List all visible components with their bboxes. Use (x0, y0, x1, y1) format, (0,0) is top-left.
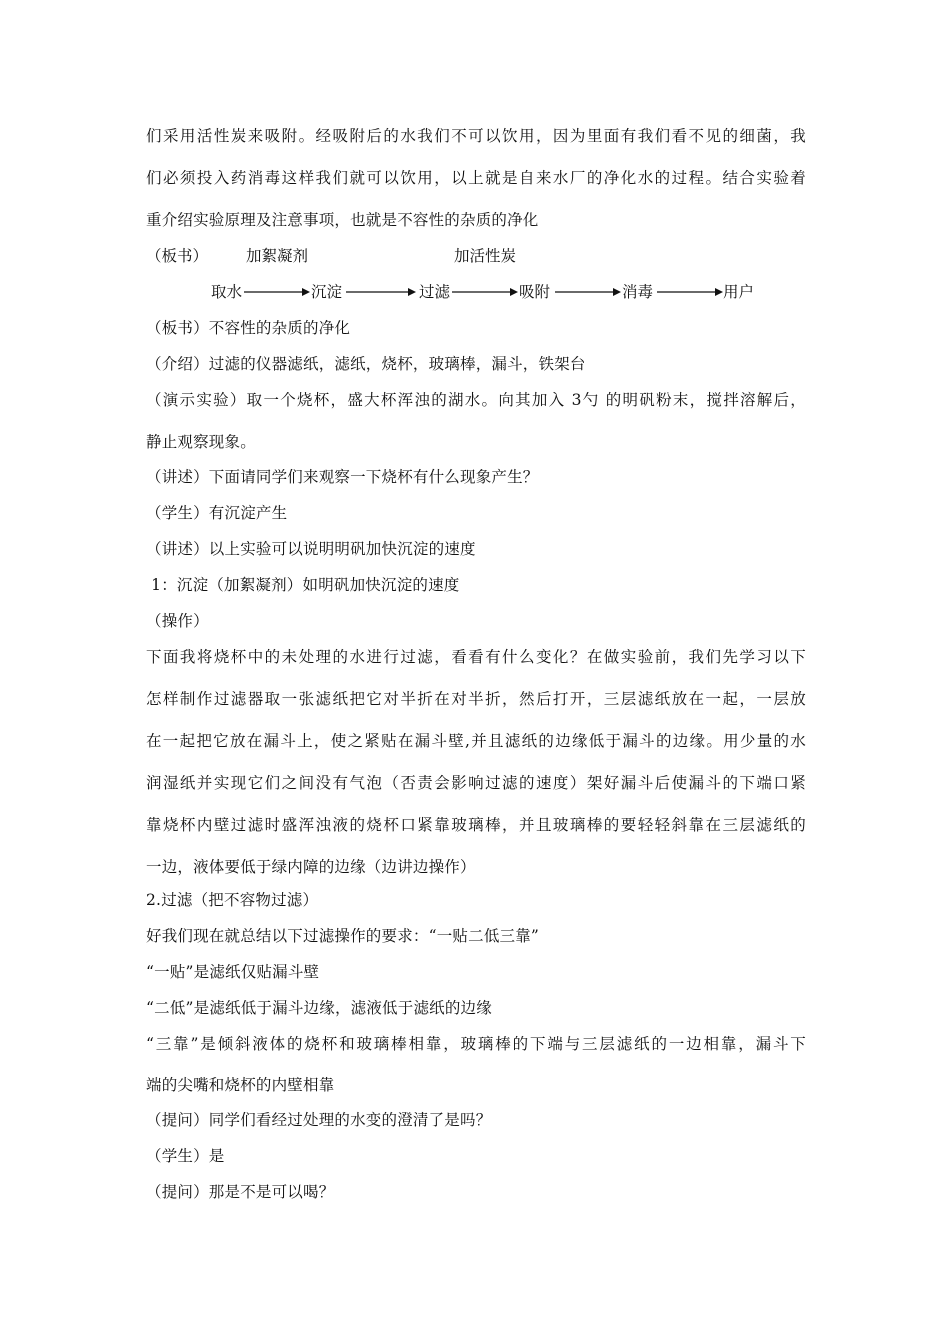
flow-arrow (244, 282, 310, 302)
board-label: （板书） (146, 247, 209, 265)
text-line: （介绍）过滤的仪器滤纸，滤纸，烧杯，玻璃棒，漏斗，铁架台 (146, 355, 586, 373)
text-line: 润湿纸并实现它们之间没有气泡（否责会影响过滤的速度）架好漏斗后使漏斗的下端口紧 (146, 774, 806, 792)
text-line: 1：沉淀（加絮凝剂）如明矾加快沉淀的速度 (146, 576, 460, 594)
flow-step-take-water: 取水 (211, 283, 243, 301)
text-line: （提问）那是不是可以喝？ (146, 1183, 335, 1201)
paragraph-line: 重介绍实验原理及注意事项，也就是不容性的杂质的净化 (146, 211, 539, 229)
text-line: 靠烧杯内壁过滤时盛浑浊液的烧杯口紧靠玻璃棒，并且玻璃棒的要轻轻斜靠在三层滤纸的 (146, 816, 806, 834)
text-line: 在一起把它放在漏斗上，使之紧贴在漏斗壁,并且滤纸的边缘低于漏斗的边缘。用少量的水 (146, 732, 806, 750)
text-line: （讲述）以上实验可以说明明矾加快沉淀的速度 (146, 540, 476, 558)
flow-step-sediment: 沉淀 (311, 283, 343, 301)
text-line: （学生）是 (146, 1147, 225, 1165)
text-line: （讲述）下面请同学们来观察一下烧杯有什么现象产生？ (146, 468, 539, 486)
activated-carbon-label: 加活性炭 (454, 247, 517, 265)
flow-step-adsorb: 吸附 (519, 283, 551, 301)
flow-arrow (346, 282, 416, 302)
text-line: （学生）有沉淀产生 (146, 504, 288, 522)
text-line: （板书）不容性的杂质的净化 (146, 319, 351, 337)
flow-arrow (555, 282, 621, 302)
flow-arrow (452, 282, 518, 302)
paragraph-line: 们采用活性炭来吸附。经吸附后的水我们不可以饮用，因为里面有我们看不见的细菌，我 (146, 127, 806, 145)
flow-step-disinfect: 消毒 (622, 283, 654, 301)
coagulant-label: 加絮凝剂 (246, 247, 309, 265)
flow-step-filter: 过滤 (419, 283, 451, 301)
text-line: （提问）同学们看经过处理的水变的澄清了是吗？ (146, 1111, 492, 1129)
text-line: “三靠”是倾斜液体的烧杯和玻璃棒相靠，玻璃棒的下端与三层滤纸的一边相靠，漏斗下 (146, 1035, 806, 1053)
flow-step-user: 用户 (723, 283, 755, 301)
text-line: 2.过滤（把不容物过滤） (146, 891, 319, 909)
text-line: （演示实验）取一个烧杯，盛大杯浑浊的湖水。向其加入 3勺 的明矾粉末，搅拌溶解后， (146, 391, 806, 409)
text-line: 下面我将烧杯中的未处理的水进行过滤，看看有什么变化？在做实验前，我们先学习以下 (146, 648, 806, 666)
text-line: 怎样制作过滤器取一张滤纸把它对半折在对半折，然后打开，三层滤纸放在一起，一层放 (146, 690, 806, 708)
text-line: 端的尖嘴和烧杯的内壁相靠 (146, 1076, 335, 1094)
text-line: 好我们现在就总结以下过滤操作的要求：“一贴二低三靠” (146, 927, 540, 945)
text-line: 一边，液体要低于绿内障的边缘（边讲边操作） (146, 858, 476, 876)
text-line: “二低”是滤纸低于漏斗边缘，滤液低于滤纸的边缘 (146, 999, 492, 1017)
text-line: （操作） (146, 612, 209, 630)
text-line: “一贴”是滤纸仅贴漏斗壁 (146, 963, 320, 981)
paragraph-line: 们必须投入药消毒这样我们就可以饮用，以上就是自来水厂的净化水的过程。结合实验着 (146, 169, 806, 187)
flow-arrow (657, 282, 723, 302)
text-line: 静止观察现象。 (146, 433, 256, 451)
